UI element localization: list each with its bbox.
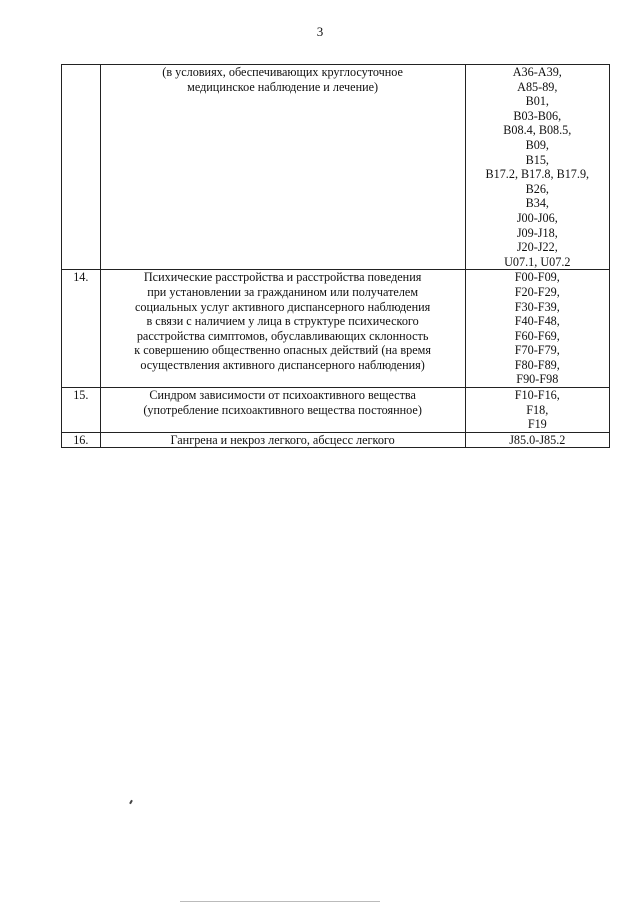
row-codes (465, 432, 609, 448)
code-line: F30-F39, (514, 299, 560, 314)
code-line: F90-F98 (516, 372, 559, 387)
code-line: J85.0-J85.2 (509, 432, 566, 447)
code-line: B17.2, B17.8, B17.9, (485, 167, 590, 182)
code-line: B26, (525, 181, 549, 196)
scan-edge-line (180, 901, 380, 902)
description-line: осуществления активного диспансерного наблюдения) (140, 357, 425, 372)
row-description (100, 270, 465, 388)
description-line: расстройства симптомов, обуславливающих склонность (136, 328, 429, 343)
code-line: F10-F16, (514, 388, 560, 403)
table-row (62, 270, 610, 388)
row-description (100, 388, 465, 433)
code-line: B01, (525, 94, 549, 109)
code-line: B09, (525, 137, 549, 152)
description-line: при установлении за гражданином или получателем (147, 284, 419, 299)
table-row (62, 388, 610, 433)
scan-speck (129, 800, 133, 804)
code-line: B08.4, B08.5, (503, 123, 572, 138)
code-line: U07.1, U07.2 (504, 254, 571, 269)
code-line: F18, (526, 402, 549, 417)
code-line: B03-B06, (513, 108, 562, 123)
description-line: в связи с наличием у лица в структуре психического (146, 314, 419, 329)
row-codes (465, 270, 609, 388)
code-line: F40-F48, (514, 314, 560, 329)
description-line: социальных услуг активного диспансерного наблюдения (134, 299, 431, 314)
description-line: (употребление психоактивного вещества постоянное) (143, 402, 422, 417)
description-line: медицинское наблюдение и лечение) (187, 79, 379, 94)
code-line: J20-J22, (516, 240, 558, 255)
description-line: Гангрена и некроз легкого, абсцесс легкого (170, 432, 395, 447)
code-line: J09-J18, (516, 225, 558, 240)
code-line: F19 (527, 417, 547, 432)
code-line: A36-A39, (512, 65, 562, 79)
page-number: 3 (316, 24, 324, 39)
description-line: Психические расстройства и расстройства поведения (143, 270, 422, 285)
description-line: (в условиях, обеспечивающих круглосуточное (162, 65, 403, 79)
code-line: F80-F89, (514, 357, 560, 372)
description-line: к совершению общественно опасных действий (на время (134, 343, 431, 358)
code-line: B34, (525, 196, 549, 211)
code-line: F20-F29, (514, 284, 560, 299)
row-description (100, 432, 465, 448)
row-description (100, 65, 465, 270)
code-line: A85-89, (517, 79, 558, 94)
code-line: B15, (525, 152, 549, 167)
row-number: 15. (62, 388, 101, 433)
row-number (62, 65, 101, 270)
row-number: 14. (62, 270, 101, 388)
row-codes (465, 388, 609, 433)
description-line: Синдром зависимости от психоактивного вещества (149, 388, 416, 403)
table-row (62, 432, 610, 448)
code-line: J00-J06, (516, 210, 558, 225)
code-line: F60-F69, (514, 328, 560, 343)
row-codes (465, 65, 609, 270)
table-row (62, 65, 610, 270)
code-line: F00-F09, (514, 270, 560, 285)
row-number: 16. (62, 432, 101, 448)
disease-codes-table (61, 64, 610, 448)
code-line: F70-F79, (514, 343, 560, 358)
